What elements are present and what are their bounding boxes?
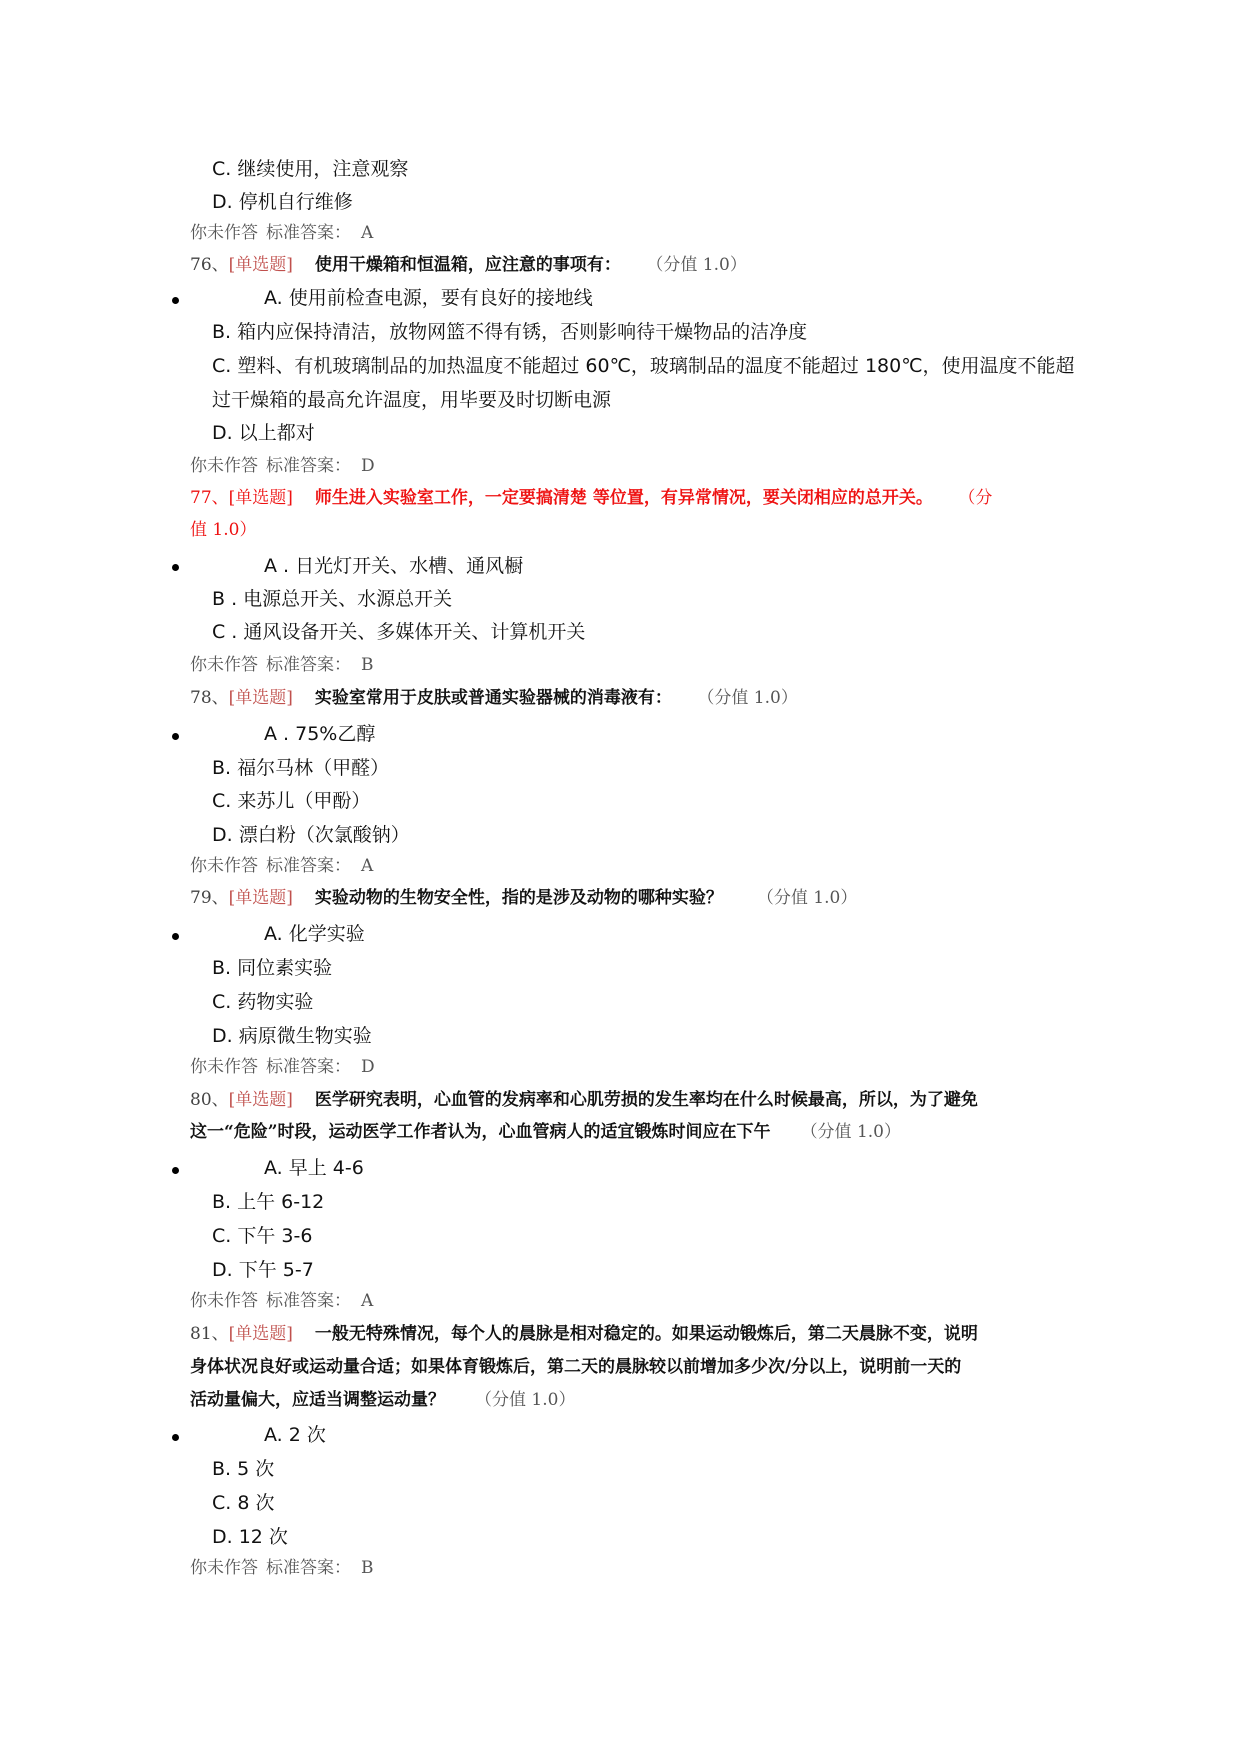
q77-option-b: B . 电源总开关、水源总开关 <box>212 588 453 610</box>
q76-option-b: B. 箱内应保持清洁，放物网篮不得有锈，否则影响待干燥物品的洁净度 <box>212 321 808 343</box>
answer-std-label: 标准答案： <box>266 1291 351 1311</box>
q77-answer-row <box>190 655 374 675</box>
answer-status: 你未作答 <box>190 456 258 476</box>
bullet-icon <box>172 1167 179 1174</box>
answer-status: 你未作答 <box>190 856 258 876</box>
question-number: 81、 <box>190 1324 229 1344</box>
q78-option-d: D. 漂白粉（次氯酸钠） <box>212 824 410 846</box>
q81-option-b: B. 5 次 <box>212 1458 275 1480</box>
q78-answer-row <box>190 856 373 876</box>
q80-option-a: A. 早上 4-6 <box>264 1157 364 1179</box>
question-81-header <box>190 1324 978 1344</box>
question-text: 师生进入实验室工作，一定要搞清楚 等位置，有异常情况，要关闭相应的总开关。 <box>314 488 933 508</box>
q76-option-c-cont: 过干燥箱的最高允许温度，用毕要及时切断电源 <box>212 389 612 411</box>
answer-std-label: 标准答案： <box>266 856 351 876</box>
q79-option-a: A. 化学实验 <box>264 923 365 945</box>
question-text: 这一“危险”时段，运动医学工作者认为，心血管病人的适宜锻炼时间应在下午 <box>190 1122 771 1142</box>
question-number: 76、 <box>190 255 229 275</box>
question-number: 79、 <box>190 888 229 908</box>
question-type: [单选题] <box>228 1324 293 1344</box>
bullet-icon <box>172 733 179 740</box>
answer-status: 你未作答 <box>190 1558 258 1578</box>
question-score: （分值 1.0） <box>705 688 798 708</box>
q77-option-a: A . 日光灯开关、水槽、通风橱 <box>264 555 524 577</box>
question-text: 医学研究表明，心血管的发病率和心肌劳损的发生率均在什么时候最高，所以，为了避免 <box>314 1090 978 1110</box>
answer-status: 你未作答 <box>190 655 258 675</box>
bullet-icon <box>172 933 179 940</box>
q80-answer-row <box>190 1291 373 1311</box>
q76-answer-row <box>190 456 375 476</box>
q78-option-b: B. 福尔马林（甲醛） <box>212 757 390 779</box>
answer-status: 你未作答 <box>190 223 258 243</box>
question-score: （分值 1.0） <box>475 1390 576 1410</box>
question-score: （分值 1.0） <box>800 1122 902 1142</box>
question-81-text-cont2 <box>190 1390 575 1410</box>
question-score: （分值 1.0） <box>756 888 858 908</box>
q80-option-d: D. 下午 5-7 <box>212 1259 314 1281</box>
question-text: 活动量偏大，应适当调整运动量？ <box>190 1390 445 1410</box>
q80-option-b: B. 上午 6-12 <box>212 1191 325 1213</box>
answer-std-label: 标准答案： <box>266 1558 351 1578</box>
q81-option-c: C. 8 次 <box>212 1492 275 1514</box>
answer-std-label: 标准答案： <box>266 456 351 476</box>
question-number: 80、 <box>190 1090 229 1110</box>
question-number: 78、 <box>190 688 229 708</box>
question-80-header <box>190 1090 978 1110</box>
bullet-icon <box>172 564 179 571</box>
q78-option-a: A . 75%乙醇 <box>264 723 376 745</box>
q78-option-c: C. 来苏儿（甲酚） <box>212 790 371 812</box>
answer-std-label: 标准答案： <box>266 1057 351 1077</box>
question-81-text-cont: 身体状况良好或运动量合适；如果体育锻炼后，第二天的晨脉较以前增加多少次/分以上，说明前一天的 <box>190 1357 962 1377</box>
question-score: （分值 1.0） <box>654 255 747 275</box>
question-text: 使用干燥箱和恒温箱，应注意的事项有： <box>314 255 621 275</box>
prev-option-c: C. 继续使用，注意观察 <box>212 158 409 180</box>
q77-option-c: C . 通风设备开关、多媒体开关、计算机开关 <box>212 621 586 643</box>
question-type: [单选题] <box>228 488 293 508</box>
question-type: [单选题] <box>228 1090 293 1110</box>
prev-option-d: D. 停机自行维修 <box>212 191 353 213</box>
q79-option-c: C. 药物实验 <box>212 991 314 1013</box>
bullet-icon <box>172 297 179 304</box>
question-76-header <box>190 255 747 275</box>
question-77-header <box>190 488 992 508</box>
answer-value: B <box>361 655 374 675</box>
q81-option-d: D. 12 次 <box>212 1526 288 1548</box>
question-type: [单选题] <box>228 888 293 908</box>
answer-value: B <box>361 1558 374 1578</box>
question-type: [单选题] <box>228 255 293 275</box>
q79-option-d: D. 病原微生物实验 <box>212 1025 372 1047</box>
bullet-icon <box>172 1434 179 1441</box>
question-type: [单选题] <box>228 688 293 708</box>
question-score: （分 <box>966 488 993 508</box>
question-number: 77、 <box>190 488 229 508</box>
question-text: 实验室常用于皮肤或普通实验器械的消毒液有： <box>314 688 672 708</box>
q79-answer-row <box>190 1057 375 1077</box>
question-text: 实验动物的生物安全性，指的是涉及动物的哪种实验？ <box>314 888 723 908</box>
q80-option-c: C. 下午 3-6 <box>212 1225 313 1247</box>
q81-answer-row <box>190 1558 374 1578</box>
question-text: 一般无特殊情况，每个人的晨脉是相对稳定的。如果运动锻炼后，第二天晨脉不变，说明 <box>314 1324 978 1344</box>
q81-option-a: A. 2 次 <box>264 1424 326 1446</box>
answer-value: A <box>361 1291 374 1311</box>
answer-value: A <box>361 856 374 876</box>
answer-value: A <box>361 223 374 243</box>
answer-status: 你未作答 <box>190 1291 258 1311</box>
answer-std-label: 标准答案： <box>266 655 351 675</box>
q76-option-a: A. 使用前检查电源，要有良好的接地线 <box>264 287 593 309</box>
question-79-header <box>190 888 857 908</box>
q76-option-d: D. 以上都对 <box>212 422 315 444</box>
question-80-text-cont <box>190 1122 901 1142</box>
answer-std-label: 标准答案： <box>266 223 351 243</box>
q79-option-b: B. 同位素实验 <box>212 957 333 979</box>
answer-value: D <box>361 1057 375 1077</box>
prev-answer-row <box>190 223 373 243</box>
question-77-score-cont: 值 1.0） <box>190 520 257 540</box>
q76-option-c: C. 塑料、有机玻璃制品的加热温度不能超过 60℃，玻璃制品的温度不能超过 180℃，使用温度不能超 <box>212 355 1075 377</box>
answer-status: 你未作答 <box>190 1057 258 1077</box>
answer-value: D <box>361 456 375 476</box>
question-78-header <box>190 688 798 708</box>
